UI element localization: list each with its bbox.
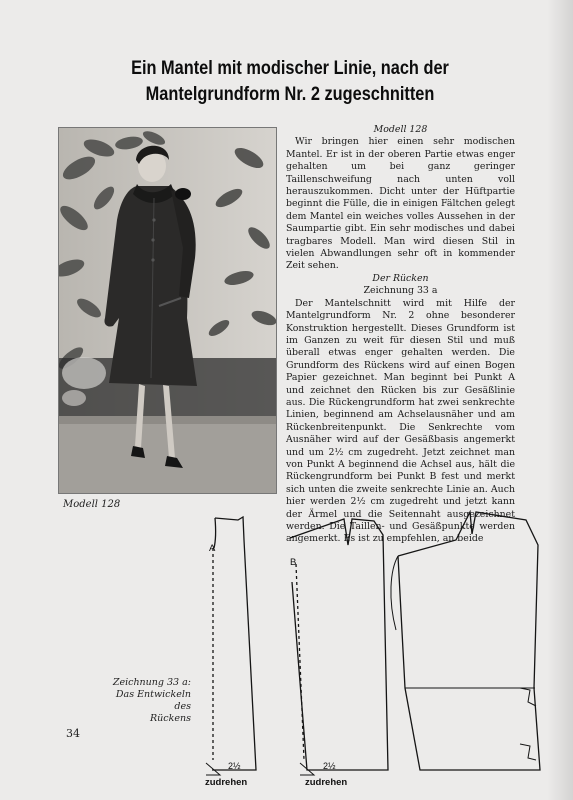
- drawing-caption-line-3: Rückens: [150, 713, 191, 724]
- measure-label-2: 2½: [323, 761, 336, 771]
- point-a-label: A: [209, 543, 216, 554]
- fashion-photo: [58, 127, 277, 494]
- section-heading: Der Rücken: [372, 272, 429, 284]
- intro-paragraph: Wir bringen hier einen sehr modischen Mantel. Er ist in der oberen Partie etwas enger gehalten um bei ganz geringer Taillenschweifung nach unten voll herauszukommen. Dicht unter der Hüftpartie beginnt die Fülle, die in einigen Fältchen gelegt dem Mantel ein weiches volles Aussehen in der Saumpartie gibt. Ein sehr modisches und dabei tragbares Modell. Man wird diesen Stil in vielen Abwandlungen sehr oft in kommender Zeit sehen.: [286, 136, 515, 272]
- pattern-piece-back-2: [290, 519, 388, 770]
- page-number: 34: [66, 727, 80, 740]
- pattern-piece-back-3: [398, 512, 540, 770]
- drawing-caption: [97, 677, 191, 725]
- turn-label-2: zudrehen: [305, 777, 348, 788]
- body-paragraph: Der Mantelschnitt wird mit Hilfe der Mantelgrundform Nr. 2 ohne besonderer Konstruktion hergestellt. Dieses Grundform ist im Ganzen zu weit für diesen Stil und muß überall etwas enger gehalten werden. Die Grundform des Rückens wird auf einen Bogen Papier gezeichnet. Man beginnt bei Punkt A und zeichnet den Rücken bis zur Gesäßlinie aus. Die Rückengrundform hat zwei senkrechte Linien, beginnend am Achselausnäher und am Rückenbreitenpunkt. Die Senkrechte vom Ausnäher wird auf der Gesäßbasis angemerkt und um 2½ cm zugedreht. Jetzt zeichnet man von Punkt A beginnend die Achsel aus, hält die Rückengrundform bei Punkt B fest und merkt sich unten die zweite senkrechte Linie an. Auch hier werden 2½ cm zugedreht und jetzt kann der Ärmel und die Seitennaht ausgezeichnet werden. Die Taillen- und Gesäßpunkte werden angemerkt. Es ist zu empfehlen, an beide: [286, 297, 515, 545]
- coat-model-illustration: [59, 128, 276, 493]
- pattern-drawings: [0, 510, 573, 800]
- model-heading: Modell 128: [373, 124, 428, 135]
- page-headline: Ein Mantel mit modischer Linie, nach der Mantelgrundform Nr. 2 zugeschnitten: [131, 58, 449, 105]
- article-text: [286, 124, 515, 546]
- point-b-label: B: [290, 557, 297, 568]
- pattern-piece-back-1: [212, 517, 256, 770]
- section-subheading: Zeichnung 33 a: [363, 285, 438, 297]
- turn-label-1: zudrehen: [205, 777, 248, 788]
- measure-label-1: 2½: [228, 761, 241, 771]
- drawing-caption-line-1: Zeichnung 33 a:: [112, 677, 191, 688]
- photo-caption: Modell 128: [63, 499, 121, 510]
- drawing-caption-line-2: Das Entwickeln des: [115, 689, 191, 712]
